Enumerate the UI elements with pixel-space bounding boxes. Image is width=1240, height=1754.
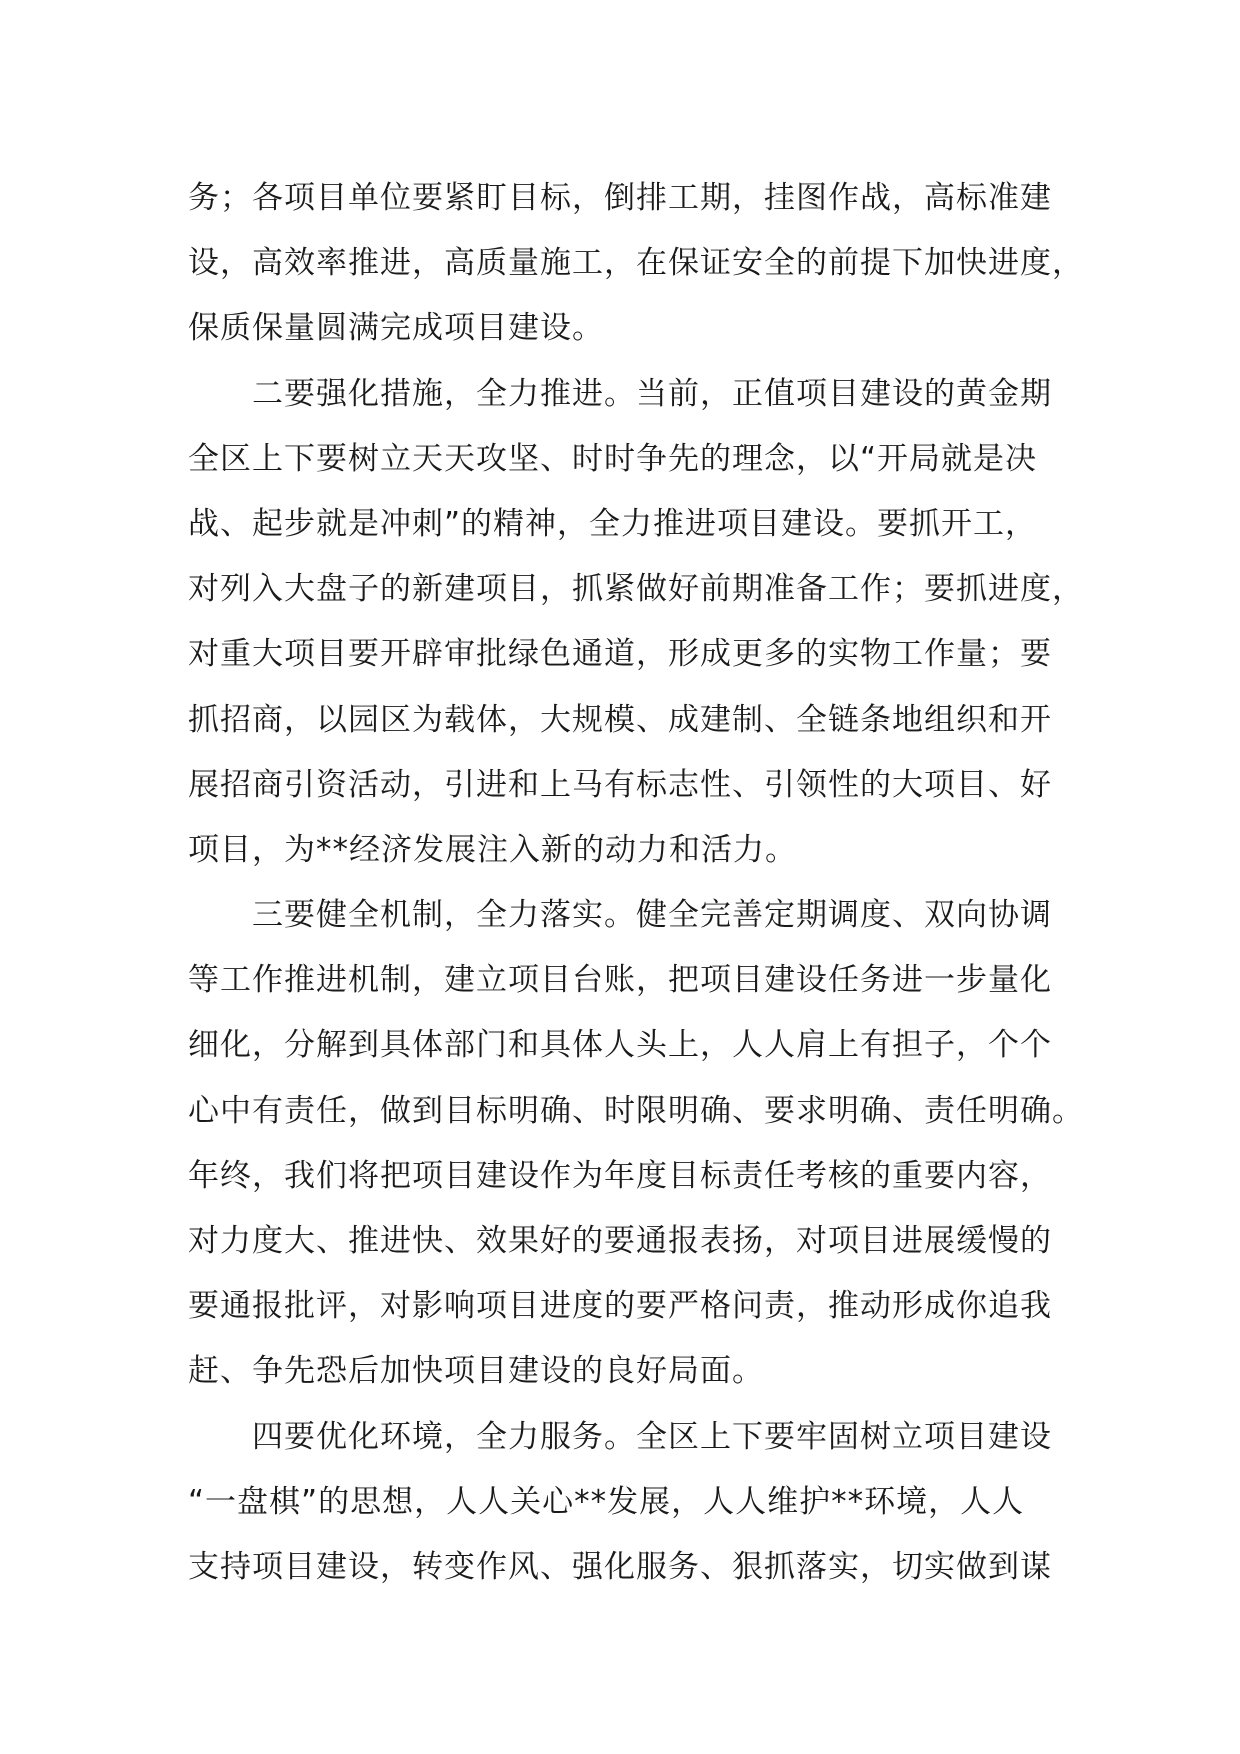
- text-line: 抓招商，以园区为载体，大规模、成建制、全链条地组织和开: [188, 701, 1052, 738]
- paragraph-first-line: 三要健全机制，全力落实。健全完善定期调度、双向协调: [252, 897, 1052, 934]
- text-line: 等工作推进机制，建立项目台账，把项目建设任务进一步量化: [188, 962, 1052, 999]
- text-line: 支持项目建设，转变作风、强化服务、狠抓落实，切实做到谋: [188, 1548, 1052, 1585]
- text-line: 细化，分解到具体部门和具体人头上，人人肩上有担子，个个: [188, 1027, 1052, 1064]
- text-line: 务；各项目单位要紧盯目标，倒排工期，挂图作战，高标准建: [188, 180, 1052, 216]
- document-body: [188, 166, 1088, 1600]
- text-line: 项目，为**经济发展注入新的动力和活力。: [188, 831, 797, 868]
- text-line: 对力度大、推进快、效果好的要通报表扬，对项目进展缓慢的: [188, 1223, 1052, 1259]
- text-line: 年终，我们将把项目建设作为年度目标责任考核的重要内容，: [188, 1157, 1052, 1194]
- text-line: 要通报批评，对影响项目进度的要严格问责，推动形成你追我: [188, 1288, 1052, 1325]
- text-line: 设，高效率推进，高质量施工，在保证安全的前提下加快进度，: [188, 245, 1084, 282]
- paragraph-first-line: 四要优化环境，全力服务。全区上下要牢固树立项目建设: [252, 1418, 1052, 1455]
- paragraph-first-line: 二要强化措施，全力推进。当前，正值项目建设的黄金期: [252, 375, 1052, 412]
- text-line: 对列入大盘子的新建项目，抓紧做好前期准备工作；要抓进度，: [188, 571, 1084, 608]
- text-line: 保质保量圆满完成项目建设。: [188, 310, 604, 347]
- text-line: 战、起步就是冲刺”的精神，全力推进项目建设。要抓开工，: [188, 505, 1038, 542]
- text-line: “一盘棋”的思想，人人关心**发展，人人维护**环境，人人: [188, 1483, 1025, 1520]
- text-line: 赶、争先恐后加快项目建设的良好局面。: [188, 1353, 764, 1390]
- text-line: 心中有责任，做到目标明确、时限明确、要求明确、责任明确。: [188, 1092, 1084, 1129]
- text-line: 展招商引资活动，引进和上马有标志性、引领性的大项目、好: [188, 766, 1052, 803]
- text-line: 对重大项目要开辟审批绿色通道，形成更多的实物工作量；要: [188, 636, 1052, 673]
- text-line: 全区上下要树立天天攻坚、时时争先的理念，以“开局就是决: [188, 440, 1038, 477]
